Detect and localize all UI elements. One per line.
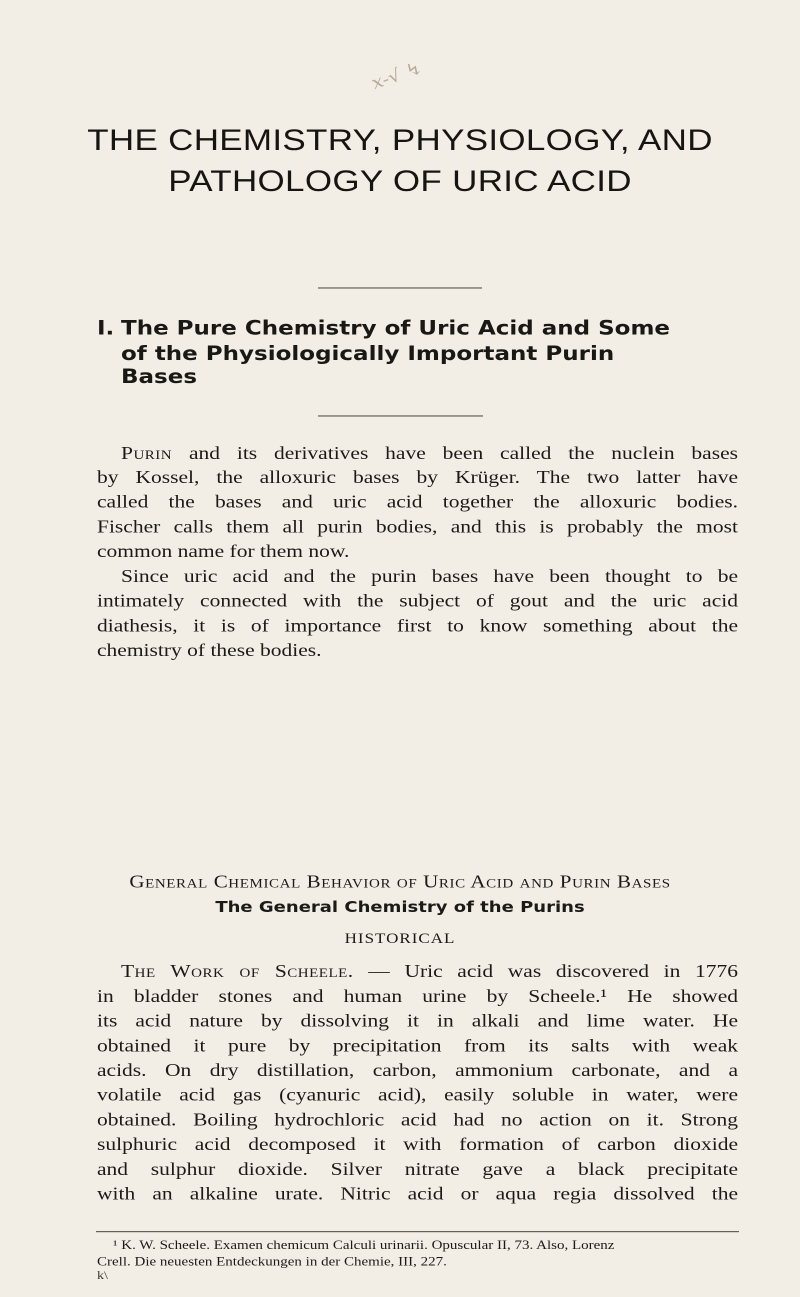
section-heading-line-2: of the Physiologically Important Purin [121, 343, 615, 366]
paragraph-line: Since uric acid and the purin bases have been thought to be [121, 565, 738, 587]
paragraph-line: chemistry of these bodies. [97, 639, 322, 661]
paragraph-line: obtained. Boiling hydrochloric acid had no action on it. Strong [97, 1109, 738, 1130]
paragraph-line: with an alkaline urate. Nitric acid or aqua regia dissolved the [97, 1183, 738, 1204]
corner-mark: k\ [97, 1269, 108, 1283]
paragraph-line: diathesis, it is of importance first to know something about the [97, 615, 738, 636]
subhead-general: General Chemical Behavior of Uric Acid and Purin Bases [129, 871, 671, 892]
section-heading-line-1 [97, 319, 737, 339]
paragraph-line: acids. On dry distillation, carbon, ammonium carbonate, and a [97, 1059, 738, 1081]
paragraph-line: called the bases and uric acid together the alloxuric bodies. [97, 491, 738, 512]
p1-line-1-rest: and its derivatives have been called the nuclein bases [188, 442, 738, 464]
paragraph-line: and sulphur dioxide. Silver nitrate gave a black precipitate [97, 1158, 738, 1180]
scheele-line-1-rest: — Uric acid was discovered in 1776 [353, 960, 738, 982]
paragraph-line: sulphuric acid decomposed it with formation of carbon dioxide [97, 1134, 738, 1155]
page-title-line-1: THE CHEMISTRY, PHYSIOLOGY, AND [87, 123, 713, 158]
section-heading-text-1: The Pure Chemistry of Uric Acid and Some [121, 317, 671, 340]
footnote-line-1: ¹ K. W. Scheele. Examen chemicum Calculi urinarii. Opuscular II, 73. Also, Lorenz [113, 1238, 615, 1253]
paragraph-line: common name for them now. [97, 540, 350, 562]
paragraph-line: volatile acid gas (cyanuric acid), easily soluble in water, were [97, 1084, 738, 1106]
section-divider [318, 416, 483, 417]
subhead-general-chemistry: The General Chemistry of the Purins [215, 898, 585, 917]
section-number: I. [97, 317, 115, 340]
scheele-lead: The Work of Scheele. [121, 960, 354, 982]
scheele-line-1 [121, 960, 738, 982]
paragraph-line: Fischer calls them all purin bodies, and this is probably the most [97, 516, 738, 537]
lead-word: Purin [121, 442, 173, 464]
paragraph-line: by Kossel, the alloxuric bases by Krüger. The two latter have [97, 466, 738, 488]
paragraph-line: obtained it pure by precipitation from its salts with weak [97, 1035, 738, 1056]
title-divider [318, 288, 482, 289]
footnote-line-2: Crell. Die neuesten Entdeckungen in der Chemie, III, 227. [97, 1255, 447, 1269]
pencil-scribble: x-√ ↯ [367, 57, 427, 94]
subhead-historical: HISTORICAL [344, 930, 456, 947]
paragraph-line [121, 442, 738, 464]
footnote-divider [96, 1231, 739, 1232]
paragraph-line: intimately connected with the subject of gout and the uric acid [97, 590, 738, 611]
paragraph-line: its acid nature by dissolving it in alkali and lime water. He [97, 1010, 738, 1031]
section-heading-line-3: Bases [121, 366, 198, 389]
page-title-line-2: PATHOLOGY OF URIC ACID [168, 164, 632, 198]
paragraph-line: in bladder stones and human urine by Scheele.¹ He showed [97, 985, 738, 1007]
